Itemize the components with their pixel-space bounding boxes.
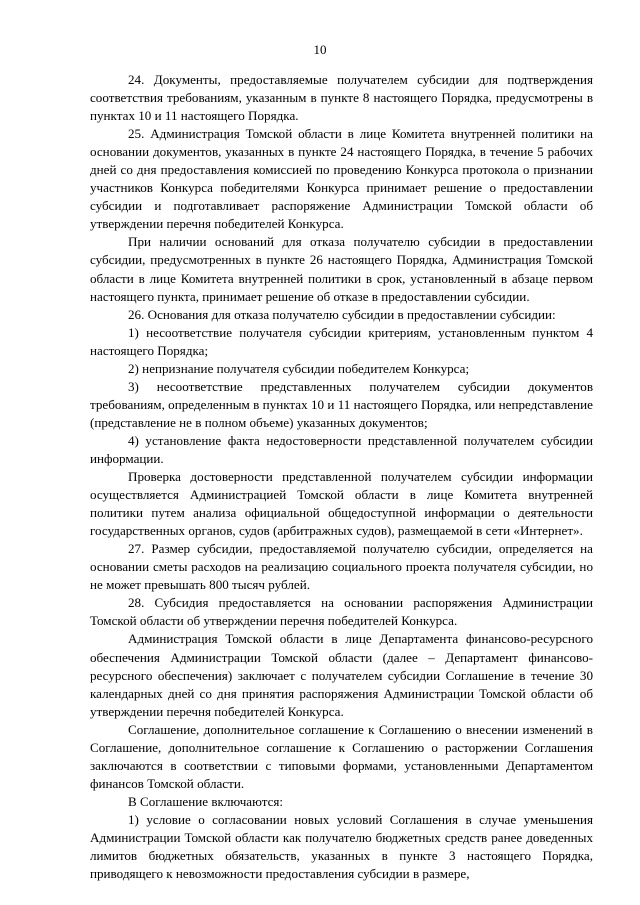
paragraph-28-forms: Соглашение, дополнительное соглашение к Соглашению о внесении изменений в Соглашение, дополнительное соглашение к Соглашению о расторжении Соглашения заключаются в соответствии с типовыми формами, установленными Департаментом финансов Томской области. <box>90 721 593 791</box>
paragraph-25: 25. Администрация Томской области в лице Комитета внутренней политики на основании документов, указанных в пункте 24 настоящего Порядка, в течение 5 рабочих дней со дня предоставления комиссией по проведению Конкурса протокола о признании участников Конкурса победителями Конкурса принимает решение о предоставлении субсидии и подготавливает распоряжение Администрации Томской области об утверждении перечня победителей Конкурса. <box>90 126 593 232</box>
list-item-26-1: 1) несоответствие получателя субсидии критериям, установленным пунктом 4 настоящего Порядка; <box>90 324 593 358</box>
paragraph-24: 24. Документы, предоставляемые получателем субсидии для подтверждения соответствия требованиям, указанным в пункте 8 настоящего Порядка, предусмотрены в пунктах 10 и 11 настоящего Порядка. <box>90 72 593 124</box>
paragraph-28-includes: В Соглашение включаются: <box>128 793 284 809</box>
list-item-26-2: 2) непризнание получателя субсидии победителем Конкурса; <box>128 360 470 376</box>
paragraph-28: 28. Субсидия предоставляется на основании распоряжения Администрации Томской области об утверждении перечня победителей Конкурса. <box>90 595 593 629</box>
paragraph-26: 26. Основания для отказа получателю субсидии в предоставлении субсидии: <box>128 306 556 322</box>
page-number: 10 <box>313 42 327 57</box>
paragraph-27: 27. Размер субсидии, предоставляемой получателю субсидии, определяется на основании сметы расходов на реализацию социального проекта получателя субсидии, но не может превышать 800 тысяч рублей. <box>90 541 593 593</box>
paragraph-28-agreement: Администрация Томской области в лице Департамента финансово-ресурсного обеспечения Администрации Томской области (далее – Департамент финансово-ресурсного обеспечения) заключает с получателем субсидии Соглашение в течение 30 календарных дней со дня принятия распоряжения Администрации Томской области об утверждении перечня победителей Конкурса. <box>90 631 593 719</box>
list-item-26-4: 4) установление факта недостоверности представленной получателем субсидии информации. <box>90 432 593 466</box>
document-body <box>90 71 593 883</box>
paragraph-25-refusal: При наличии оснований для отказа получателю субсидии в предоставлении субсидии, предусмотренных в пункте 26 настоящего Порядка, Администрация Томской области в лице Комитета внутренней политики в срок, установленный в абзаце первом настоящего пункта, принимает решение об отказе в предоставлении субсидии. <box>90 234 593 304</box>
list-item-28-1: 1) условие о согласовании новых условий Соглашения в случае уменьшения Администрации Томской области как получателю бюджетных средств ранее доведенных лимитов бюджетных обязательств, указанных в пункте 3 настоящего Порядка, приводящего к невозможности предоставления субсидии в размере, <box>90 811 593 882</box>
list-item-26-3: 3) несоответствие представленных получателем субсидии документов требованиям, определенным в пунктах 10 и 11 настоящего Порядка, или непредставление (представление не в полном объеме) указанных документов; <box>90 378 593 430</box>
paragraph-26-verification: Проверка достоверности представленной получателем субсидии информации осуществляется Администрацией Томской области в лице Комитета внутренней политики путем анализа официальной общедоступной информации о деятельности государственных органов, судов (арбитражных судов), размещаемой в сети «Интернет». <box>90 469 593 539</box>
